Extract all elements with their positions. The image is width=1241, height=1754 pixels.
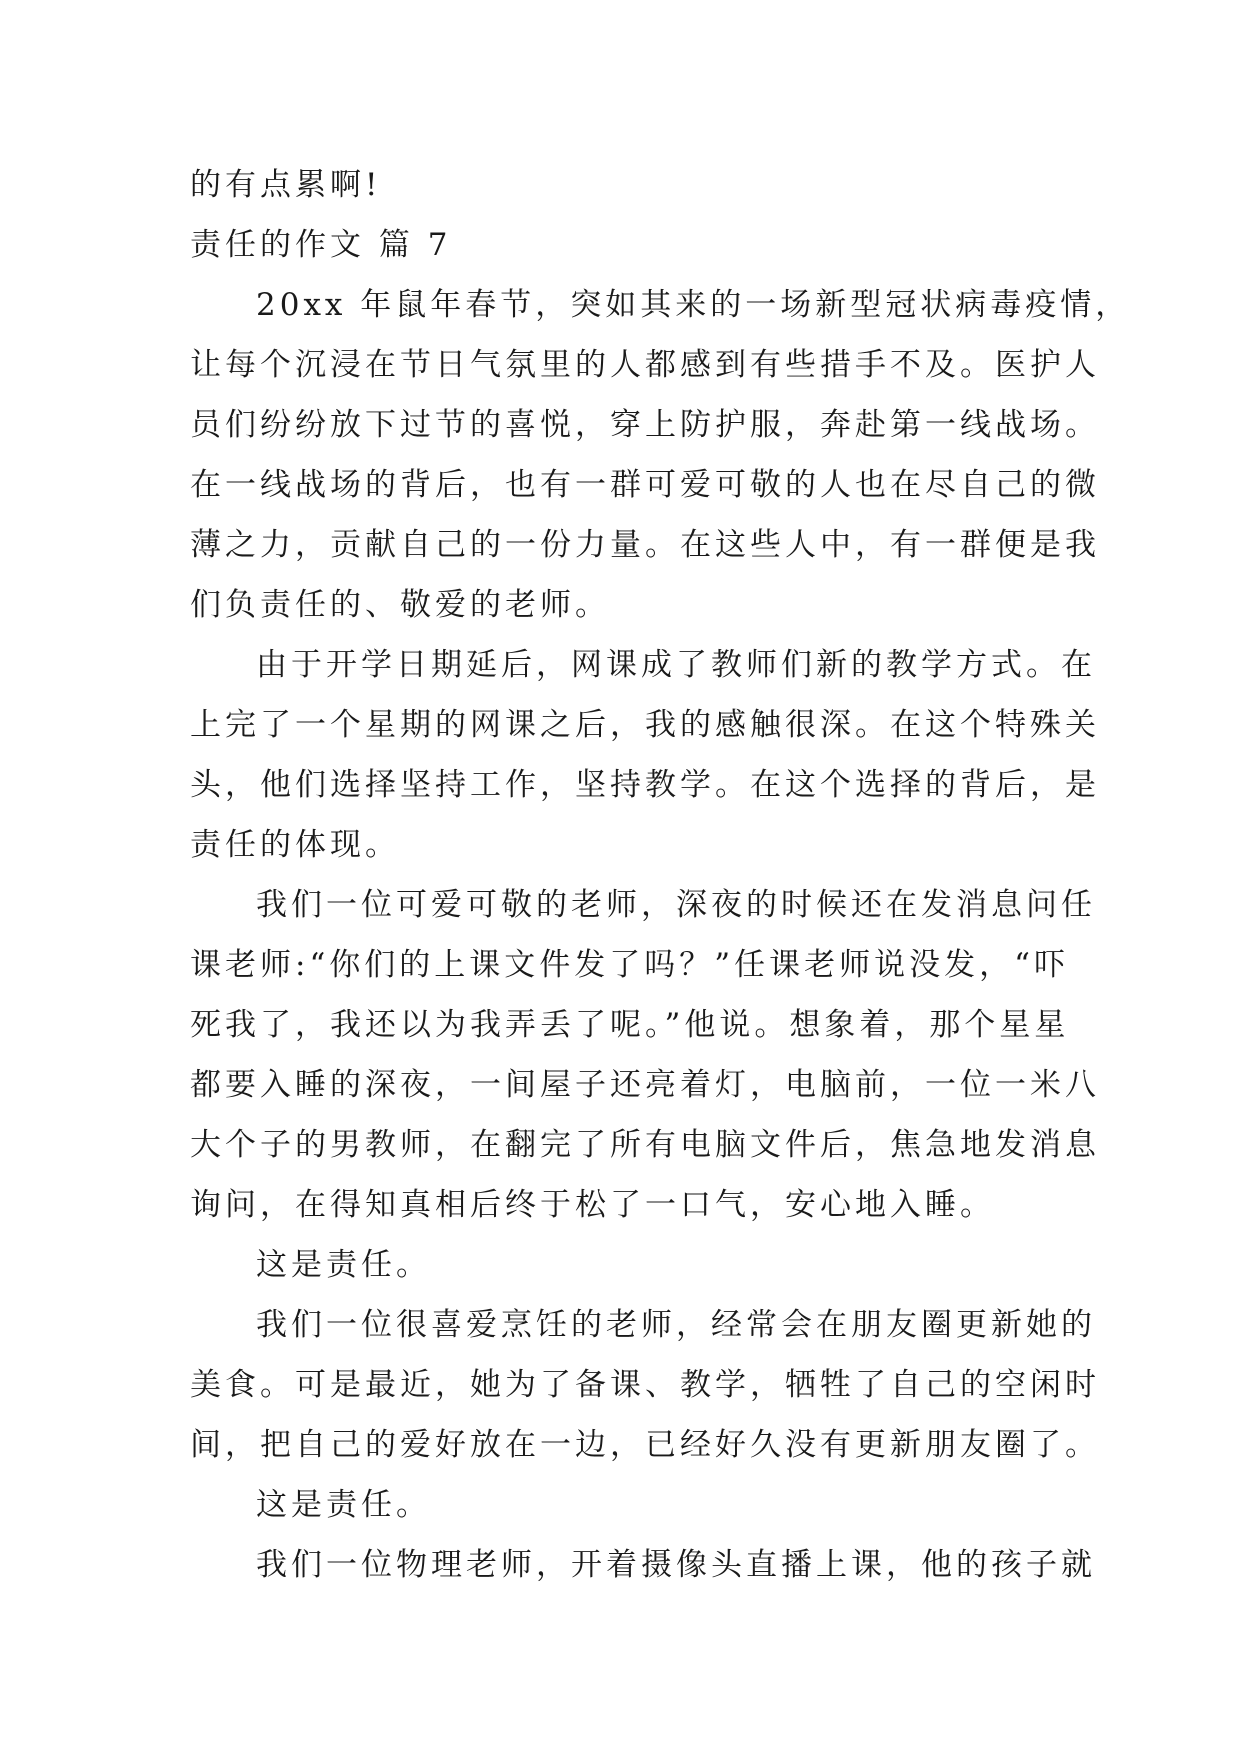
paragraph-line: 间，把自己的爱好放在一边，已经好久没有更新朋友圈了。 — [190, 1427, 1100, 1463]
paragraph-line: 在一线战场的背后，也有一群可爱可敬的人也在尽自己的微 — [190, 467, 1100, 503]
paragraph-line: 我们一位物理老师，开着摄像头直播上课，他的孩子就 — [256, 1547, 1096, 1583]
document-body — [190, 155, 1131, 1595]
paragraph-line: 薄之力，贡献自己的一份力量。在这些人中，有一群便是我 — [190, 527, 1100, 563]
paragraph-line: 由于开学日期延后，网课成了教师们新的教学方式。在 — [256, 647, 1096, 683]
paragraph-line: 美食。可是最近，她为了备课、教学，牺牲了自己的空闲时 — [190, 1367, 1100, 1403]
paragraph-line: 都要入睡的深夜，一间屋子还亮着灯，电脑前，一位一米八 — [190, 1067, 1100, 1103]
paragraph-line: 我们一位可爱可敬的老师，深夜的时候还在发消息问任 — [256, 887, 1096, 923]
section-title: 责任的作文 篇 7 — [190, 227, 452, 263]
paragraph-line: 询问，在得知真相后终于松了一口气，安心地入睡。 — [190, 1187, 995, 1223]
paragraph-line: 们负责任的、敬爱的老师。 — [190, 587, 610, 623]
paragraph-line: 课老师:“你们的上课文件发了吗？”任课老师说没发，“吓 — [190, 947, 1069, 983]
paragraph-line: 上完了一个星期的网课之后，我的感触很深。在这个特殊关 — [190, 707, 1100, 743]
paragraph-line: 20xx 年鼠年春节，突如其来的一场新型冠状病毒疫情， — [256, 287, 1131, 323]
paragraph-line: 头，他们选择坚持工作，坚持教学。在这个选择的背后，是 — [190, 767, 1100, 803]
paragraph-line: 这是责任。 — [256, 1247, 431, 1283]
text-line: 的有点累啊! — [190, 167, 382, 203]
paragraph-line: 死我了，我还以为我弄丢了呢。”他说。想象着，那个星星 — [190, 1007, 1070, 1043]
paragraph-line: 大个子的男教师，在翻完了所有电脑文件后，焦急地发消息 — [190, 1127, 1100, 1163]
paragraph-line: 员们纷纷放下过节的喜悦，穿上防护服，奔赴第一线战场。 — [190, 407, 1100, 443]
paragraph-line: 这是责任。 — [256, 1487, 431, 1523]
paragraph-line: 责任的体现。 — [190, 827, 400, 863]
paragraph-line: 让每个沉浸在节日气氛里的人都感到有些措手不及。医护人 — [190, 347, 1100, 383]
paragraph-line: 我们一位很喜爱烹饪的老师，经常会在朋友圈更新她的 — [256, 1307, 1096, 1343]
